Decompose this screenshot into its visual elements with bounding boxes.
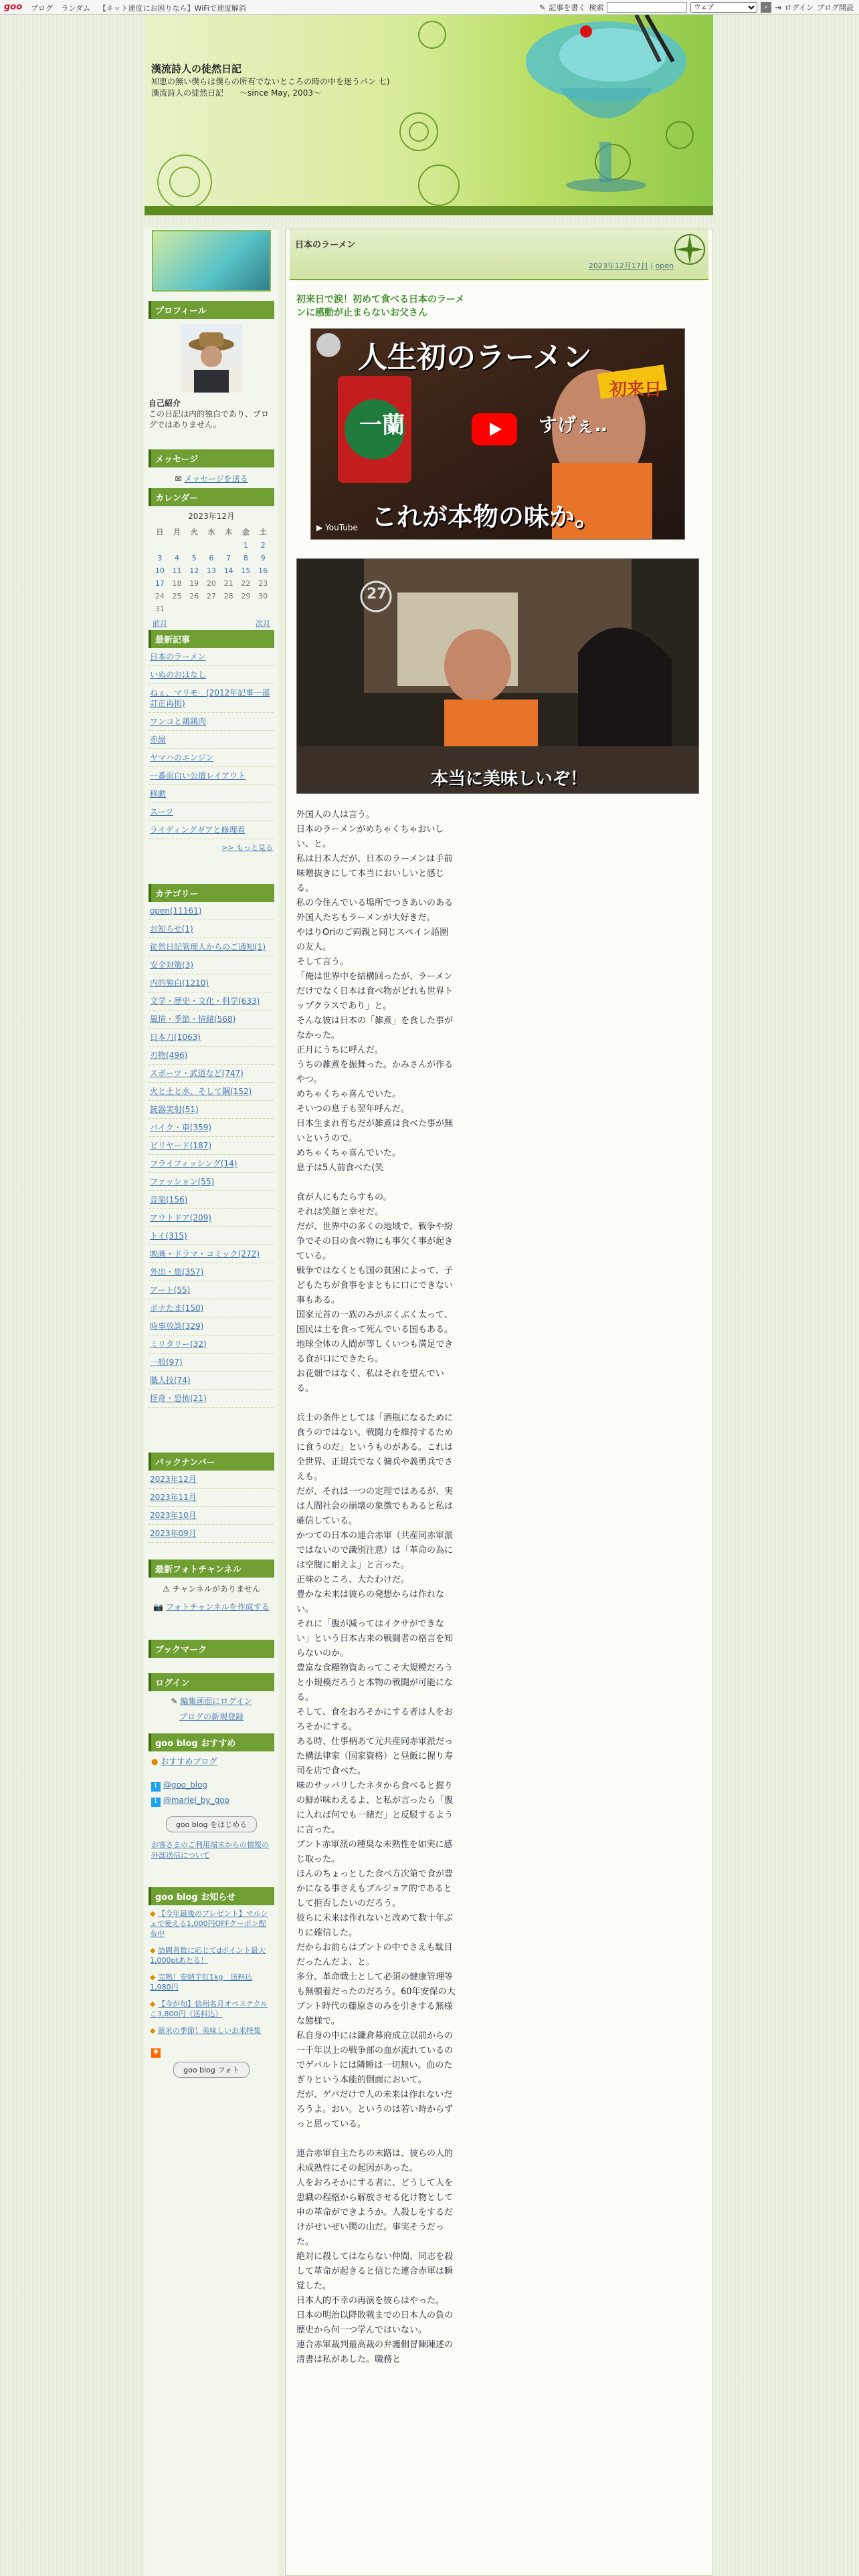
news-link[interactable]: 新米の季節！美味しいお米特集 [157,2026,261,2035]
post-paragraph: 私自身の中には鎌倉幕府成立以前からの一千年以上の戦争部の血が流れているのでゲバルトには隣睡は一切無い。血のたぎりという本能的側面において。 [296,2031,454,2085]
news-heading: goo blog お知らせ [149,1887,274,1905]
recent-post-link[interactable]: ヤマハのエンジン [149,749,274,767]
twitter-link-goo-blog[interactable]: @goo_blog [163,1780,208,1790]
twitter-icon: t [151,1782,161,1792]
category-heading: カテゴリー [149,884,274,902]
weekday-tue: 火 [190,528,198,536]
goo-logo[interactable]: goo [4,2,23,12]
send-message-link[interactable]: メッセージを送る [184,474,248,484]
profile-heading: プロフィール [149,301,274,319]
calendar-day [169,603,186,615]
calendar-day: 24 [155,592,165,601]
message-heading: メッセージ [149,449,274,467]
category-link[interactable]: 火と土と水、そして鋼(152) [149,1083,274,1101]
backnumber-list [149,1471,274,1543]
calendar-day [169,539,186,552]
recent-list [149,648,274,839]
goo-blog-photo-button[interactable]: goo blog フォト [173,2062,250,2078]
calendar-weekday-row [151,524,272,539]
top-link-blog[interactable]: ブログ [31,4,53,13]
calendar-day[interactable]: 15 [241,566,251,575]
category-link[interactable]: 内的独白(1210) [149,974,274,992]
news-bullet-icon: ◆ [150,1946,158,1955]
post-paragraph: 外国人の人は言う。 [296,810,375,820]
twitter-icon: t [151,1798,161,1807]
category-block [149,884,274,1408]
news-bullet-icon: ◆ [150,2000,158,2008]
news-bullet-icon: ◆ [150,1909,158,1918]
play-icon [472,413,517,445]
post-date-link[interactable]: 2023年12月17日 [588,261,648,270]
more-posts-link[interactable]: >> もっと見る [221,843,273,852]
category-link[interactable]: 外出・旅(357) [149,1263,274,1281]
post-paragraph: そいつの息子も翌年呼んだ。 [296,1104,410,1114]
post-paragraph: 私の今住んでいる場所でつきあいのある外国人たちもラーメンが大好きだ。 [296,898,454,923]
calendar-day[interactable]: 3 [157,554,163,562]
recent-post-link[interactable]: 移動 [149,785,274,803]
news-item [149,1905,274,1942]
category-link[interactable]: 徒然日記管理人からのご通知(1) [149,938,274,956]
weekday-thu: 木 [225,528,233,536]
rss-icon[interactable]: ◉ [151,2048,161,2058]
camera-icon: 📷 [153,1602,164,1612]
post-lead: 初来日で涙！初めて食べる日本のラーメンに感動が止まらないお父さん [296,294,465,318]
recent-post-link[interactable]: 赤緑 [149,731,274,749]
calendar-day[interactable]: 7 [226,554,231,562]
category-link[interactable]: 文学・歴史・文化・科学(633) [149,992,274,1010]
login-link[interactable]: ログイン [784,3,814,12]
calendar-day [185,539,203,552]
calendar-day[interactable]: 2 [260,541,266,550]
category-link[interactable]: open(11161) [149,902,274,920]
calendar-day: 19 [189,579,199,588]
post-paragraph: 戦争ではなくとも国の貧困によって、子どもたちが食事をまともに口にできない事もある。 [296,1266,454,1305]
calendar-week-row [151,577,272,590]
video-caption: これが本物の味か。 [371,502,601,532]
backnumber-block [149,1453,274,1543]
post-paragraph: そんな彼は日本の「雑煮」を食した事がなかった。 [296,1016,454,1041]
calendar-day [220,539,237,552]
photo-channel-block [149,1560,274,1614]
calendar-month: 2023年12月 [188,512,235,521]
category-link[interactable]: ビリヤード(187) [149,1137,274,1155]
blog-description: 知恵の無い僕らは僕らの所有でないところの時の中を迷うパン 七) 漢流詩人の徒然日記 〜since May, 2003〜 [151,77,398,98]
calendar-day[interactable]: 14 [223,566,233,575]
post-category-link[interactable]: open [655,261,674,270]
post-paragraph: ブント赤軍派の種臭な未熟性を如実に感じ取った。 [296,1840,453,1864]
post-paragraph: めちゃくちゃ喜んでいた。 [296,1089,401,1099]
open-blog-link[interactable]: ブログ開設 [817,3,854,12]
calendar-week-row [151,590,272,603]
post-paragraph: ある時、仕事柄あて元共産同赤軍派だった構法律家（国家資格）と昼飯に握り寿司を店で食べた。 [296,1737,454,1776]
calendar-day[interactable]: 5 [191,554,197,562]
backnumber-heading: バックナンバー [149,1453,274,1471]
news-item [149,1969,274,1996]
blog-thumbnail-banner [149,230,274,292]
news-bullet-icon: ◆ [150,2026,158,2035]
calendar-week-row [151,603,272,615]
weekday-sat: 土 [259,528,267,536]
calendar-day [220,603,237,615]
photo-none-text: チャンネルがありません [172,1584,260,1594]
post-paragraph: やはりOriのご両親と同じスペイン語圏の友人。 [296,928,449,952]
blog-title[interactable]: 漢流詩人の徒然日記 [151,63,242,75]
category-link[interactable]: 銃器実射(51) [149,1101,274,1119]
pencil-icon: ✎ [539,3,546,12]
post-paragraph [296,1176,457,1190]
terms-link[interactable]: お客さまのご利用端末からの情報の外部送信について [151,1840,269,1860]
recommend-heading: goo blog おすすめ [149,1733,274,1751]
backnumber-link[interactable]: 2023年12月 [149,1471,274,1489]
search-scope-select[interactable] [690,2,757,13]
news-link[interactable]: 【今が旬】信州名月オペステクルこ3,800円（送料込） [150,2000,268,2018]
search-label: 検索 [589,3,604,12]
category-link[interactable]: 風情・季節・情緒(568) [149,1010,274,1029]
photo-caption: 本当に美味しいぞ！ [431,769,588,789]
category-link[interactable]: 時事放談(329) [149,1317,274,1335]
post-paragraph: 国家元首の一族のみがぶくぶく太って、国民は土を食って死んでいる国もある。 [296,1310,454,1335]
top-links [31,3,252,13]
category-link[interactable]: 職人技(74) [149,1372,274,1390]
post-paragraph: 私は日本人だが、日本のラーメンは手前味噌抜きにして本当においしいと感じる。 [296,854,453,893]
post-paragraph: ほんのちょっとした食べ方次第で食が豊かになる事さえもブルジョア的であるとして拒否したいのだろう。 [296,1869,454,1909]
category-link[interactable]: 怪奇・恐怖(21) [149,1390,274,1408]
youtube-label[interactable]: YouTube [325,523,358,532]
login-block [149,1673,274,1722]
calendar-block [149,488,274,629]
avatar-illustration [181,324,242,393]
prev-month-link[interactable]: 前月 [153,619,167,628]
calendar-week-row [151,564,272,577]
profile-avatar[interactable] [181,324,242,393]
category-link[interactable]: ファッション(55) [149,1173,274,1191]
recent-posts-block [149,630,274,855]
calendar-table [151,524,272,615]
category-link[interactable]: 刃物(496) [149,1047,274,1065]
news-link[interactable]: 訪問者数に応じてdポイント最大1,000ptあたる！ [150,1946,266,1965]
self-intro-heading: 自己紹介 [149,399,181,408]
calendar-day[interactable]: 4 [175,554,180,562]
warning-icon: ⚠ [163,1584,170,1594]
profile-block [149,301,274,430]
post-paragraph: 人をおろそかにする者に、どうして人を患職の程格から解放させる化け物として申の革命ができようか。人殺しをするだけがせいぜい関の山だ。事実そうだった。 [296,2178,454,2247]
post-paragraph: 豊かな未来は彼らの発想からは作れない。 [296,1590,445,1614]
youtube-embed[interactable] [310,328,685,540]
calendar-day: 27 [206,592,216,601]
post-paragraph: めちゃくちゃ喜んでいた。 [296,1148,401,1158]
banner-image[interactable] [152,230,271,292]
category-link[interactable]: 一般(97) [149,1354,274,1372]
news-block [149,1887,274,2082]
login-edit-link[interactable]: 編集画面にログイン [180,1697,252,1706]
recent-post-link[interactable]: ライディングギアと修理着 [149,821,274,839]
category-link[interactable]: アウトドア(209) [149,1209,274,1227]
calendar-day: 20 [206,579,216,588]
category-link[interactable]: ボナたま(150) [149,1299,274,1317]
calendar-day: 31 [155,605,165,613]
recent-post-link[interactable]: ねぇ、マリモ (2012年記事一部訂正再掲) [149,684,274,713]
news-list [149,1905,274,2039]
calendar-day[interactable]: 8 [243,554,248,562]
video-subtitle: すげぇ‥ [539,414,607,436]
envelope-icon: ✉ [175,474,182,484]
calendar-day: 25 [172,592,182,601]
calendar-day [254,603,272,615]
category-link[interactable]: トイ(315) [149,1227,274,1245]
news-bullet-icon: ◆ [150,1973,158,1981]
calendar-heading: カレンダー [149,488,274,506]
post-paragraph: 豊富な食糧物資あってこそ大規模だろうと小規模だろうと本物の戦闘が可能になる。 [296,1663,454,1703]
calendar-day: 18 [172,579,182,588]
post-paragraph: 息子は5人前食べた(笑 [296,1163,384,1173]
category-link[interactable]: 日本刀(1063) [149,1029,274,1047]
pencil-icon: ✎ [171,1697,178,1706]
news-item [149,1996,274,2022]
post-photo[interactable] [296,558,699,794]
post-paragraph: それは笑顔と幸せだ。 [296,1207,384,1217]
news-item [149,2022,274,2039]
calendar-day: 23 [258,579,268,588]
category-link[interactable]: 安全対策(3) [149,956,274,974]
login-heading: ログイン [149,1673,274,1691]
calendar-days [151,539,272,615]
top-link-ad[interactable]: 【ネット速度にお困りなら】WiFiで速度解消 [98,4,246,13]
post-paragraph: お花畑ではなく、私はそれを望んでいる。 [296,1369,444,1394]
post-paragraph: 味のサッパリしたネタから食べると握りの鮮が味わえるよ、と私が言ったら「腹に入れば何でも一緒だ」と反駁するように言った。 [296,1781,454,1835]
news-item [149,1942,274,1969]
calendar-week-row [151,539,272,552]
calendar-day: 30 [258,592,268,601]
channel-avatar[interactable] [316,333,341,357]
login-icon: ⇥ [775,3,781,12]
play-button[interactable] [472,413,517,445]
recommend-blog-link[interactable]: おすすめブログ [161,1757,217,1766]
post-meta: 2023年12月17日 | open [588,261,674,270]
main-content [285,229,713,2576]
restaurant-photo [297,559,699,794]
post-paragraph: 正味のところ、大たわけだ。 [296,1575,410,1585]
post-title[interactable]: 日本のラーメン [295,240,356,250]
post-paragraph: 彼らに未来は作れないと改めて数十年ぶりに確信した。 [296,1913,454,1938]
category-link[interactable]: バイク・車(359) [149,1119,274,1137]
calendar-day[interactable]: 10 [155,566,165,575]
twitter-link-mariel[interactable]: @mariel_by_goo [163,1796,229,1805]
search-button[interactable]: ⌕ [761,2,771,13]
post-paragraph: 多分、革命戦士として必須の健康管理等も無頓着だったのだろう。60年安保の大ブント時代の藤原さのみを引きする無様な態様で。 [296,1972,456,2026]
category-link[interactable]: 映画・ドラマ・コミック(272) [149,1245,274,1263]
post-paragraph: それに「腹が減ってはイクサができない」という日本古来の戦闘者の格言を知らないのか。 [296,1619,454,1658]
calendar-day: 26 [189,592,199,601]
post-paragraph: かつての日本の連合赤軍（共産同赤軍派ではないので識別注意）は「革命の為には空腹に耐えよ」と言った。 [296,1531,454,1570]
backnumber-link[interactable]: 2023年10月 [149,1507,274,1525]
youtube-logo-icon: ▶ [316,523,323,532]
calendar-day: 28 [223,592,233,601]
calendar-day[interactable]: 11 [172,566,182,575]
post-paragraph: 地球全体の人間が等しくいつも満足できる食が口にできたら。 [296,1339,454,1364]
top-toolbar [0,0,859,15]
calendar-day [203,539,220,552]
post-header [290,229,708,280]
top-link-random[interactable]: ランダム [61,4,91,13]
news-link[interactable]: 完熟！安納芋紅1kg 送料込1,980円 [150,1973,253,1992]
category-link[interactable]: お知らせ(1) [149,920,274,938]
post-paragraph: 連合赤軍裁判最高裁の弁護側冒陳陳述の清書は私があした。職務と [296,2340,454,2365]
seat-number: 27 [367,586,387,603]
post-paragraph: そして、食をおろそかにする者は人をおろそかにする。 [296,1707,453,1732]
bookmark-heading: ブックマーク [149,1640,274,1658]
calendar-day[interactable]: 6 [209,554,214,562]
calendar-day [237,603,255,615]
post-paragraph: だが、世界中の多くの地域で、戦争や紛争でその日の食べ物にも事欠く事が起きている。 [296,1222,454,1261]
bullet-icon: ● [151,1757,159,1766]
post-paragraph: 日本のラーメンがめちゃくちゃおいしい、と。 [296,825,444,849]
video-brand: 一蘭 [359,412,405,439]
post-paragraph: 兵士の条件としては「酒瓶になるために食うのではない。戦闘力を維持するために食うのだ」というものがある。これは全世界、正規兵でなく傭兵や義勇兵でさえも。 [296,1413,454,1482]
calendar-day [203,603,220,615]
recent-post-link[interactable]: いぬのおはなし [149,666,274,684]
post-paragraph: 「俺は世界中を結構回ったが、ラーメンだけでなく日本は食べ物がどれも世界トップクラスであり」と。 [296,972,454,1011]
calendar-day[interactable]: 9 [260,554,266,562]
category-link[interactable]: スポーツ・武道など(747) [149,1065,274,1083]
recent-post-link[interactable]: 一番面白い公道レイアウト [149,767,274,785]
post-paragraph [296,1396,457,1411]
post-paragraph: だが、それは一つの定理ではあるが、実は人間社会の崩壊の象徴でもあると私は確信している。 [296,1487,454,1526]
header-decoration [145,15,713,215]
post-paragraph: だからお前らはブントの中でさえも駄目だったんだよ、と。 [296,1943,453,1967]
leaf-ornament-icon [668,229,708,276]
header-bottom-strip [145,206,713,215]
start-blog-button[interactable]: goo blog をはじめる [166,1816,257,1832]
post-paragraph: 日本生まれ育ちだが雑煮は食べた事が無いというので。 [296,1119,454,1144]
post-paragraph: 絶対に殺してはならない仲間、同志を殺して革命が起きると信じた連合赤軍は瞬覚した。 [296,2252,454,2291]
recommend-block [149,1733,274,1860]
bookmark-block [149,1640,274,1658]
message-block [149,449,274,490]
category-link[interactable]: ミリタリー(32) [149,1335,274,1354]
backnumber-link[interactable]: 2023年09月 [149,1525,274,1543]
photo-heading: 最新フォトチャンネル [149,1560,274,1578]
calendar-day [151,539,169,552]
post-paragraph: 日本人的不幸の再演を彼らはやった。 [296,2296,445,2306]
sidebar [145,229,278,2576]
news-link[interactable]: 【今年最後のプレゼント】マルシェで使える1,000円OFFクーポン配布中 [150,1909,268,1938]
weekday-wed: 水 [207,528,215,536]
post-paragraph: だが、ゲバだけで人の未来は作れないだろうよ。おい。というのは若い時からずっと思っている。 [296,2090,454,2129]
calendar-week-row [151,552,272,564]
search-input[interactable] [607,2,687,13]
recent-post-link[interactable]: ワンコと鶏鶏肉 [149,713,274,731]
calendar-day[interactable]: 1 [243,541,248,550]
post-paragraph: 日本の明治以降敗戦までの日本人の負の歴史から何一つ学んではいない。 [296,2311,454,2335]
category-list [149,902,274,1408]
calendar-day[interactable]: 13 [206,566,216,575]
video-title-overlay: 人生初のラーメン [358,340,592,374]
post-paragraph [296,2132,457,2147]
next-month-link[interactable]: 次月 [256,619,270,628]
category-link[interactable]: アート(55) [149,1281,274,1299]
post-paragraph: うちの雑煮を振舞った。かみさんが作るやつ。 [296,1060,454,1085]
blog-header [145,15,713,215]
post-paragraph: そして言う。 [296,957,349,967]
calendar-day: 21 [223,579,233,588]
calendar-day[interactable]: 12 [189,566,199,575]
video-badge: 初来日 [609,380,662,400]
weekday-fri: 金 [242,528,250,536]
calendar-day[interactable]: 17 [155,579,165,588]
calendar-day[interactable]: 16 [258,566,268,575]
write-post-link[interactable]: 記事を書く [549,3,586,12]
post-paragraph: 連合赤軍自主たちの末路は、彼らの人的未成熟性にその起因があった。 [296,2149,454,2173]
recent-heading: 最新記事 [149,630,274,648]
top-right-tools [539,2,854,13]
weekday-sun: 日 [156,528,164,536]
create-photo-channel-link[interactable]: フォトチャンネルを作成する [166,1602,270,1612]
post-paragraph: 正月にうちに呼んだ。 [296,1045,384,1055]
calendar-day: 29 [241,592,251,601]
calendar-day [185,603,203,615]
category-link[interactable]: フライフィッシング(14) [149,1155,274,1173]
new-blog-link[interactable]: ブログの新規登録 [179,1712,244,1721]
category-link[interactable]: 音楽(156) [149,1191,274,1209]
recent-post-link[interactable]: スーツ [149,803,274,821]
calendar-day: 22 [241,579,251,588]
self-intro-text: この日記は内的独白であり、ブログではありません。 [149,409,270,429]
weekday-mon: 月 [173,528,181,536]
post-paragraph: 食が人にもたらすもの。 [296,1192,392,1202]
backnumber-link[interactable]: 2023年11月 [149,1489,274,1507]
post-body [296,808,457,2367]
recent-post-link[interactable]: 日本のラーメン [149,648,274,666]
